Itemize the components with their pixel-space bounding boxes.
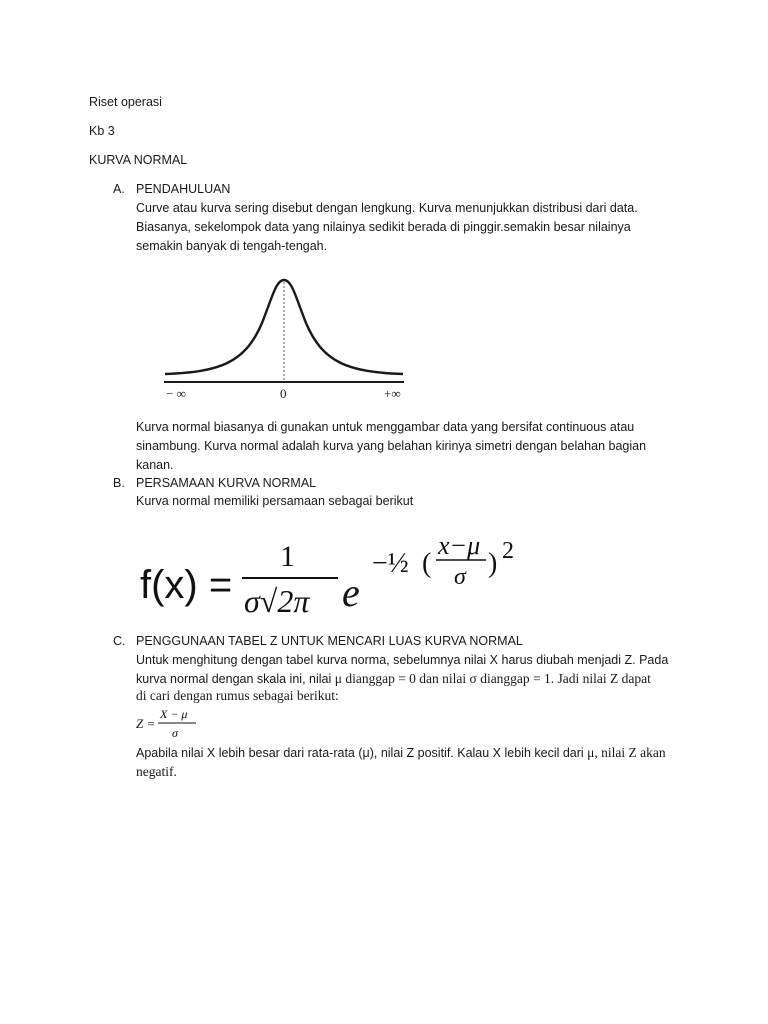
z-score-formula: [136, 706, 206, 742]
section-b-title: PERSAMAAN KURVA NORMAL: [136, 476, 317, 490]
axis-label-minus-infinity: − ∞: [166, 386, 186, 401]
section-c-line5: negatif.: [136, 764, 177, 779]
section-c-line4: [136, 745, 666, 761]
kb-label: Kb 3: [89, 124, 115, 138]
formula-numerator: 1: [280, 540, 295, 573]
section-a-para1-line3: semakin banyak di tengah-tengah.: [136, 239, 328, 253]
section-a-para2-line1: Kurva normal biasanya di gunakan untuk menggambar data yang bersifat continuous atau: [136, 420, 635, 434]
section-c-title: PENGGUNAAN TABEL Z UNTUK MENCARI LUAS KURVA NORMAL: [136, 634, 523, 648]
document-title: Riset operasi: [89, 95, 162, 109]
formula-exponent-coef: −½: [372, 548, 409, 579]
section-a-para1-line2: Biasanya, sekelompok data yang nilainya sedikit berada di pinggir.semakin besar nilainya: [136, 220, 631, 234]
formula-power: 2: [502, 538, 514, 564]
section-c-line3: di cari dengan rumus sebagai berikut:: [136, 688, 339, 703]
section-c-line4-part-b: μ, nilai Z akan: [587, 745, 666, 760]
formula-exp-numerator: x−μ: [438, 531, 481, 560]
section-a-para2-line3: kanan.: [136, 458, 174, 472]
formula-base-e: e: [342, 570, 360, 615]
axis-label-zero: 0: [280, 386, 287, 401]
section-a-title: PENDAHULUAN: [136, 182, 231, 196]
formula-exp-denominator: σ: [454, 564, 466, 590]
section-a-para1-line1: Curve atau kurva sering disebut dengan lengkung. Kurva menunjukkan distribusi dari data.: [136, 201, 638, 215]
section-c-line2-part-b: μ dianggap = 0 dan nilai σ dianggap = 1. Jadi nilai Z dapat: [334, 671, 651, 686]
normal-curve-figure: [160, 268, 408, 406]
formula-close-paren: ): [488, 548, 498, 579]
section-a-para2-line2: sinambung. Kurva normal adalah kurva yang belahan kirinya simetri dengan belahan bagian: [136, 439, 647, 453]
axis-label-plus-infinity: +∞: [384, 386, 401, 401]
section-b-marker: B.: [113, 476, 125, 490]
section-c-marker: C.: [113, 634, 126, 648]
section-c-line4-part-a: Apabila nilai X lebih besar dari rata-rata (μ), nilai Z positif. Kalau X lebih kecil dari: [136, 746, 588, 760]
section-c-line2-part-a: kurva normal dengan skala ini, nilai: [136, 672, 335, 686]
z-formula-numerator: X − μ: [160, 707, 188, 721]
section-a-marker: A.: [113, 182, 125, 196]
z-formula-denominator: σ: [172, 726, 178, 740]
section-c-line1: Untuk menghitung dengan tabel kurva norma, sebelumnya nilai X harus diubah menjadi Z. Pada: [136, 653, 669, 667]
z-formula-lhs: Z =: [136, 716, 156, 731]
formula-open-paren: (: [422, 548, 432, 579]
main-heading: KURVA NORMAL: [89, 153, 188, 167]
section-c-line2: [136, 671, 651, 687]
section-b-intro: Kurva normal memiliki persamaan sebagai berikut: [136, 494, 414, 508]
formula-denominator: σ√2π: [244, 583, 310, 619]
normal-distribution-formula: [140, 528, 540, 628]
formula-lhs: f(x) =: [140, 563, 233, 607]
